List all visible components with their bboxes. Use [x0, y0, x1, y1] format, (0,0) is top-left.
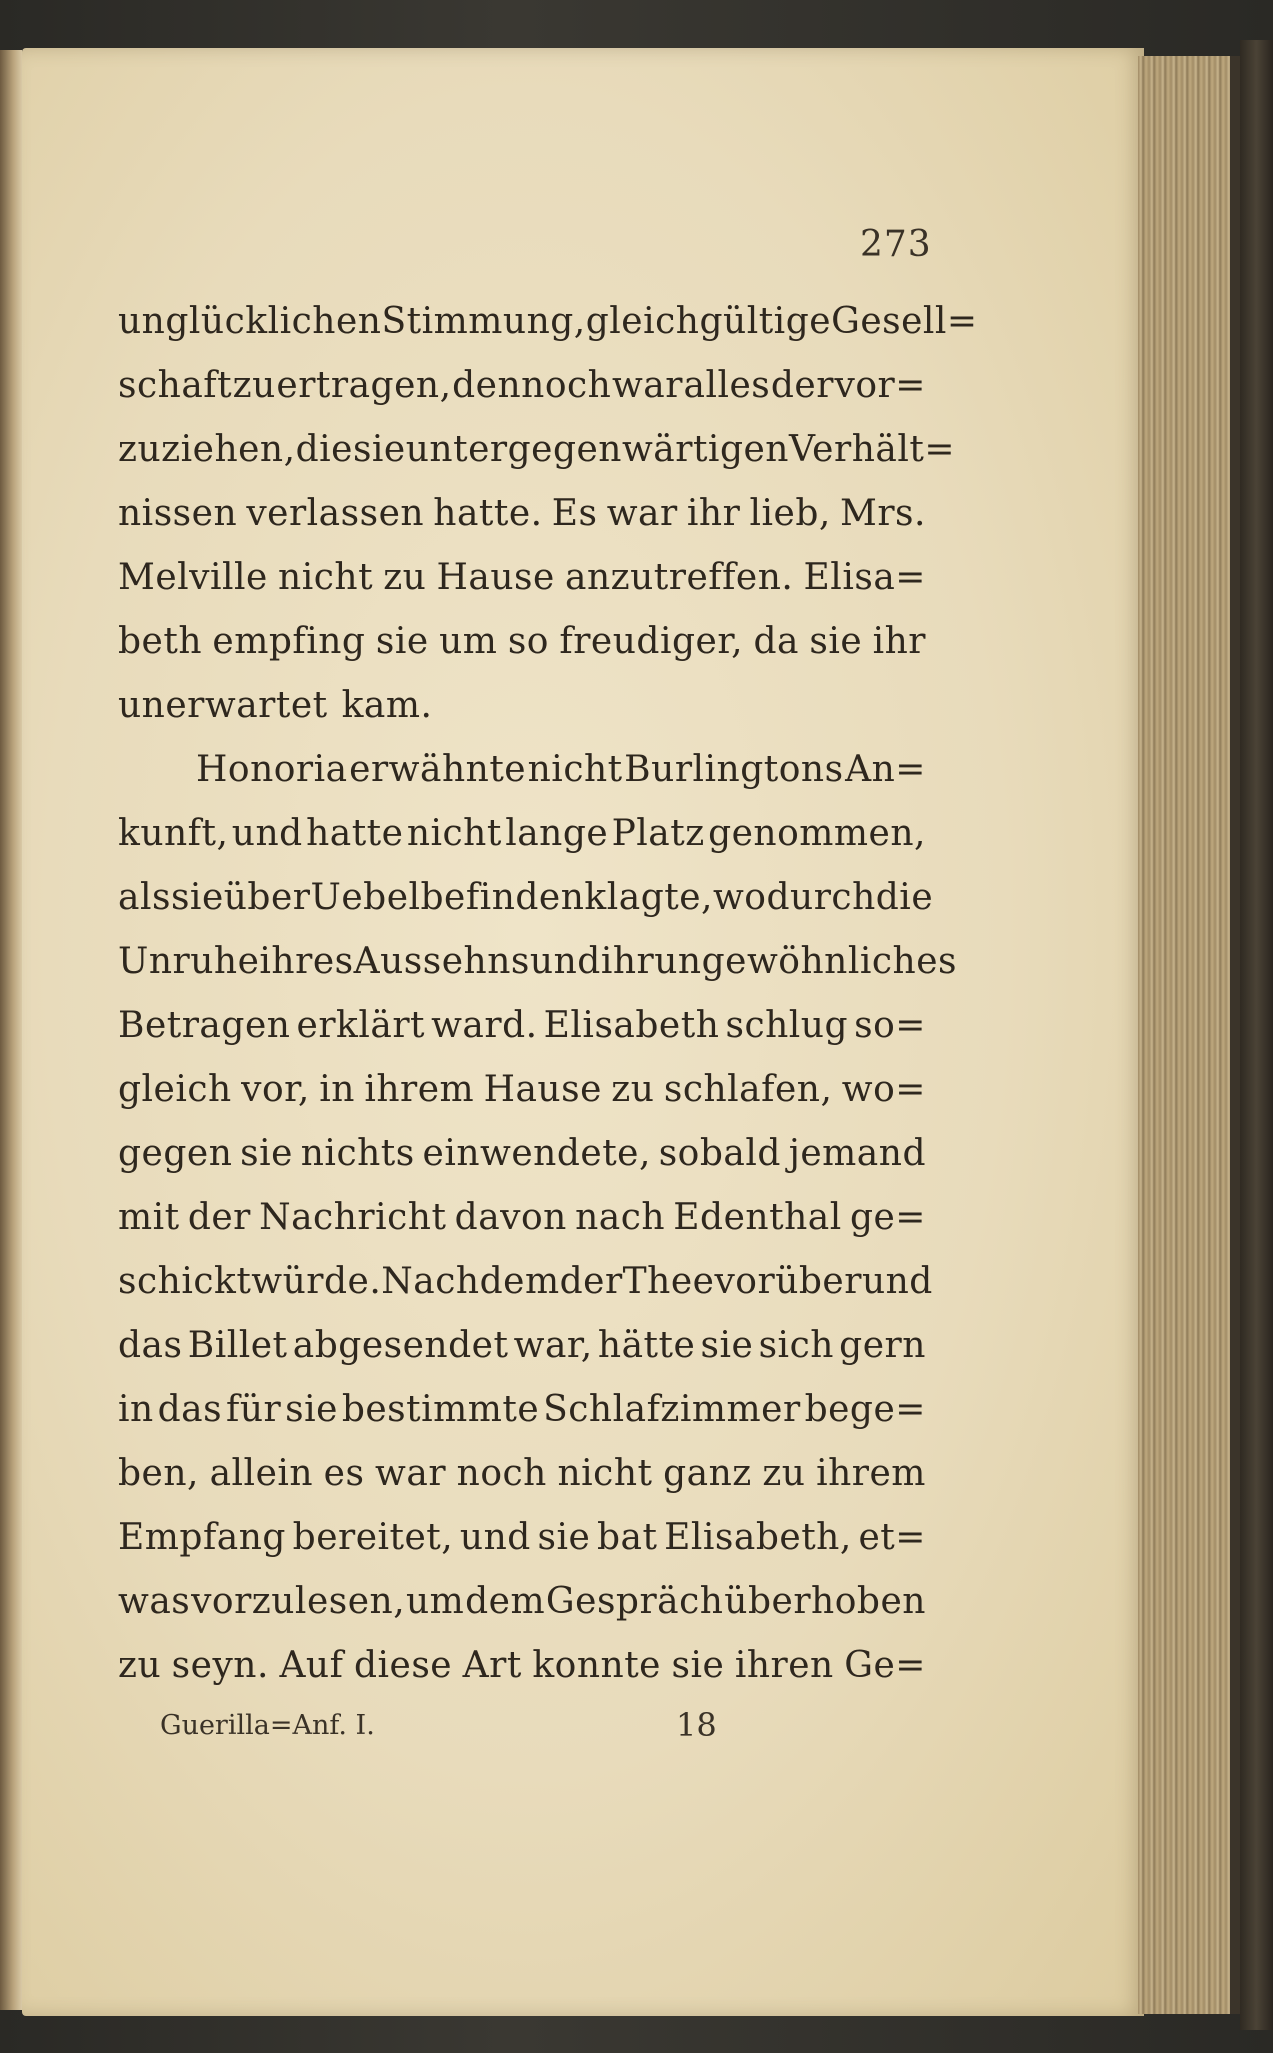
text-line: mit der Nachricht davon nach Edenthal ge= — [118, 1197, 926, 1238]
text-line: was vorzulesen, um dem Gespräch überhoben — [118, 1581, 926, 1622]
facing-page-edge — [0, 50, 22, 2010]
page-block-edge — [1138, 56, 1240, 2014]
text-line: in das für sie bestimmte Schlafzimmer bege= — [118, 1389, 926, 1430]
text-line: zuziehen, die sie unter gegenwärtigen Verhält= — [118, 429, 955, 470]
text-line: Honoria erwähnte nicht Burlingtons An= — [196, 749, 926, 790]
page-number: 273 — [860, 224, 932, 265]
text-line: nissen verlassen hatte. Es war ihr lieb, Mrs. — [118, 493, 926, 534]
text-line: unerwartet kam. — [118, 685, 433, 726]
text-line: beth empfing sie um so freudiger, da sie ihr — [118, 621, 926, 662]
footer-sheet-number: 18 — [676, 1706, 717, 1744]
footer-signature: Guerilla=Anf. I. — [160, 1710, 375, 1741]
text-line: zu seyn. Auf diese Art konnte sie ihren Ge= — [118, 1645, 926, 1686]
text-line: Unruhe ihres Aussehns und ihr ungewöhnliches — [118, 941, 957, 982]
text-line: Betragen erklärt ward. Elisabeth schlug so= — [118, 1005, 926, 1046]
text-line: Melville nicht zu Hause anzutreffen. Elisa= — [118, 557, 926, 598]
text-line: Empfang bereitet, und sie bat Elisabeth, et= — [118, 1517, 926, 1558]
text-line: schickt würde. Nachdem der Thee vorüber und — [118, 1261, 933, 1302]
text-line: als sie über Uebelbefinden klagte, wodurch die — [118, 877, 934, 918]
body-text — [118, 290, 978, 1698]
book-cover-edge — [1240, 40, 1273, 2030]
text-line: ben, allein es war noch nicht ganz zu ihrem — [118, 1453, 926, 1494]
text-line: gleich vor, in ihrem Hause zu schlafen, wo= — [118, 1069, 926, 1110]
text-line: schaft zu ertragen, dennoch war alles der vor= — [118, 365, 926, 406]
text-line: gegen sie nichts einwendete, sobald jemand — [118, 1133, 926, 1174]
text-line: das Billet abgesendet war, hätte sie sich gern — [118, 1325, 926, 1366]
text-line: unglücklichen Stimmung, gleichgültige Gesell= — [118, 301, 978, 342]
text-line: kunft, und hatte nicht lange Platz genommen, — [118, 813, 926, 854]
